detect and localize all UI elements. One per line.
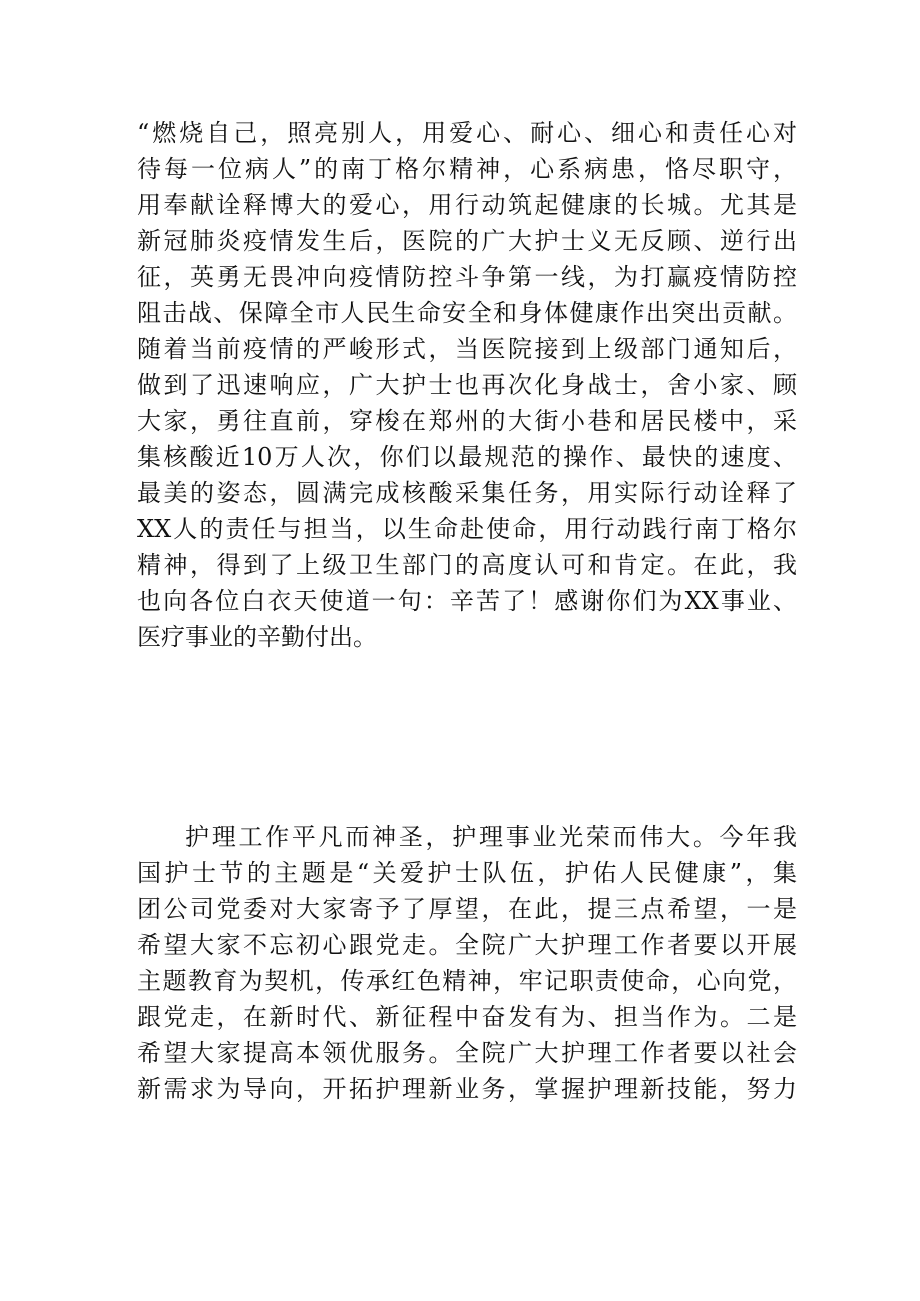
paragraph-line: 精神，得到了上级卫生部门的高度认可和肯定。在此，我 [137, 551, 797, 579]
paragraph-line: 也向各位白衣天使道一句：辛苦了！感谢你们为XX事业、 [137, 587, 797, 615]
paragraph-line: XX人的责任与担当，以生命赴使命，用行动践行南丁格尔 [137, 515, 797, 543]
paragraph-line: 阻击战、保障全市人民生命安全和身体健康作出突出贡献。 [137, 299, 797, 327]
paragraph-2 [137, 819, 797, 1107]
paragraph-1 [137, 115, 797, 655]
paragraph-line: 用奉献诠释博大的爱心，用行动筑起健康的长城。尤其是 [137, 191, 797, 219]
paragraph-line: 主题教育为契机，传承红色精神，牢记职责使命，心向党， [137, 967, 797, 995]
paragraph-line: 征，英勇无畏冲向疫情防控斗争第一线，为打赢疫情防控 [137, 263, 797, 291]
paragraph-line: 国护士节的主题是“关爱护士队伍，护佑人民健康”，集 [137, 859, 797, 887]
paragraph-line: 希望大家不忘初心跟党走。全院广大护理工作者要以开展 [137, 931, 797, 959]
paragraph-line: 集核酸近10万人次，你们以最规范的操作、最快的速度、 [137, 443, 797, 471]
paragraph-line: 待每一位病人”的南丁格尔精神，心系病患，恪尽职守， [137, 155, 797, 183]
paragraph-line: 大家，勇往直前，穿梭在郑州的大街小巷和居民楼中，采 [137, 407, 797, 435]
paragraph-line: 跟党走，在新时代、新征程中奋发有为、担当作为。二是 [137, 1003, 797, 1031]
paragraph-line: 最美的姿态，圆满完成核酸采集任务，用实际行动诠释了 [137, 479, 797, 507]
paragraph-line: 做到了迅速响应，广大护士也再次化身战士，舍小家、顾 [137, 371, 797, 399]
paragraph-line: 团公司党委对大家寄予了厚望，在此，提三点希望，一是 [137, 895, 797, 923]
paragraph-line: 新冠肺炎疫情发生后，医院的广大护士义无反顾、逆行出 [137, 227, 797, 255]
paragraph-line: 随着当前疫情的严峻形式，当医院接到上级部门通知后， [137, 335, 797, 363]
paragraph-line: 护理工作平凡而神圣，护理事业光荣而伟大。今年我 [185, 823, 797, 851]
paragraph-line: 新需求为导向，开拓护理新业务，掌握护理新技能，努力 [137, 1075, 797, 1103]
paragraph-line: 医疗事业的辛勤付出。 [137, 623, 377, 651]
paragraph-line: 希望大家提高本领优服务。全院广大护理工作者要以社会 [137, 1039, 797, 1067]
paragraph-line: “燃烧自己，照亮别人，用爱心、耐心、细心和责任心对 [137, 119, 797, 147]
